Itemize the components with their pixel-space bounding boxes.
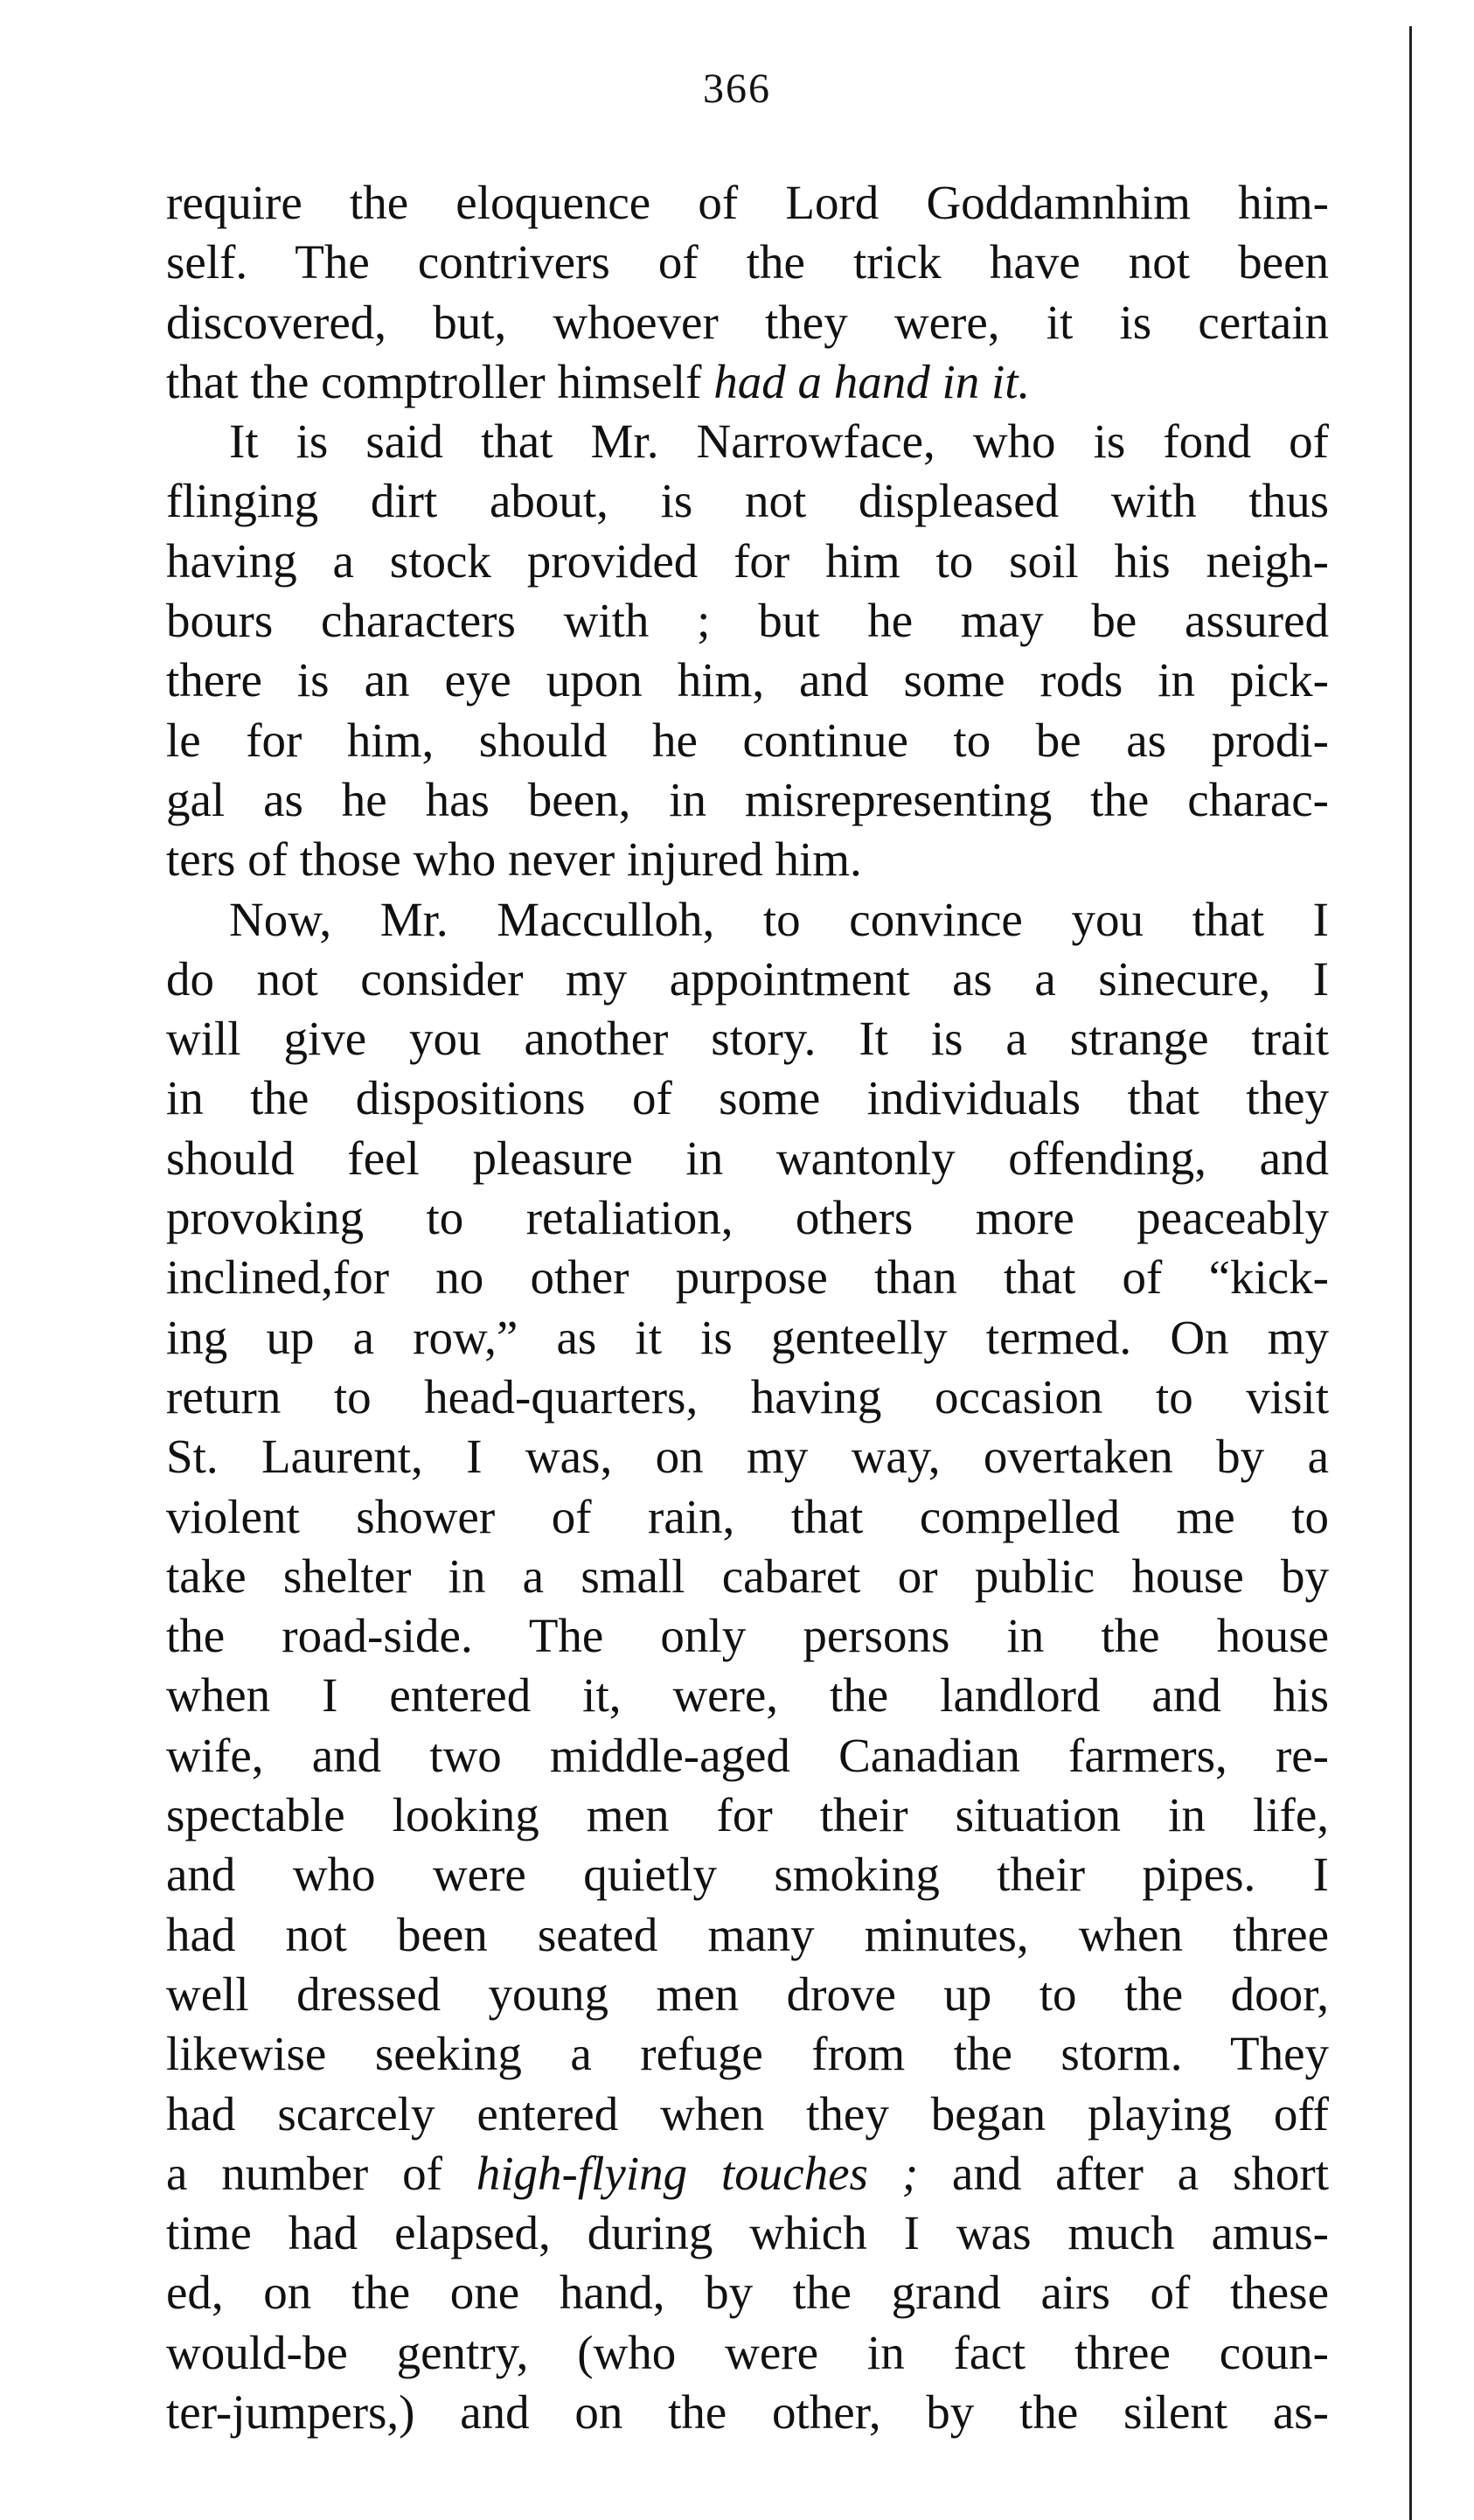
text-line: flinging dirt about, is not displeased with thus: [166, 474, 1329, 528]
italic-phrase: had a hand in it.: [713, 354, 1031, 408]
text-line: and who were quietly smoking their pipes. I: [166, 1848, 1329, 1902]
page-edge-rule: [1409, 26, 1412, 2520]
text-line: Now, Mr. Macculloh, to convince you that I: [229, 892, 1329, 946]
text-line: take shelter in a small cabaret or public house by: [166, 1549, 1329, 1603]
text-run: that the comptroller himself: [166, 354, 714, 408]
text-line: likewise seeking a refuge from the storm. They: [166, 2027, 1329, 2081]
text-line: le for him, should he continue to be as prodi-: [166, 713, 1329, 767]
text-line: ter-jumpers,) and on the other, by the silent as-: [166, 2384, 1329, 2439]
text-line: in the dispositions of some individuals that they: [166, 1071, 1329, 1125]
text-line: gal as he has been, in misrepresenting the charac-: [166, 772, 1329, 826]
text-line: well dressed young men drove up to the door,: [166, 1967, 1329, 2021]
text-run: and after a short: [918, 2146, 1329, 2200]
text-line: the road-side. The only persons in the house: [166, 1609, 1329, 1663]
text-line: provoking to retaliation, others more peaceably: [166, 1191, 1329, 1245]
text-line: would-be gentry, (who were in fact three coun-: [166, 2325, 1329, 2379]
text-line: violent shower of rain, that compelled me to: [166, 1489, 1329, 1543]
italic-phrase: high-flying touches ;: [476, 2146, 919, 2200]
text-line: ters of those who never injured him.: [166, 832, 862, 887]
text-line: had not been seated many minutes, when three: [166, 1907, 1329, 1961]
text-line: discovered, but, whoever they were, it is certain: [166, 295, 1329, 349]
text-line: do not consider my appointment as a sinecure, I: [166, 951, 1329, 1006]
page-body-text: [166, 173, 1329, 2442]
text-line: when I entered it, were, the landlord and his: [166, 1668, 1329, 1723]
text-line: [166, 2144, 1329, 2203]
text-line: return to head-quarters, having occasion to visit: [166, 1369, 1329, 1424]
text-line: there is an eye upon him, and some rods in pick-: [166, 653, 1329, 707]
text-line: [166, 352, 1329, 412]
text-run: a number of: [166, 2146, 476, 2200]
text-line: should feel pleasure in wantonly offending, and: [166, 1131, 1329, 1185]
text-line: require the eloquence of Lord Goddamnhim him-: [166, 176, 1329, 229]
text-line: had scarcely entered when they began playing off: [166, 2086, 1329, 2141]
text-line: St. Laurent, I was, on my way, overtaken by a: [166, 1430, 1329, 1484]
text-line: time had elapsed, during which I was much amus-: [166, 2206, 1329, 2260]
text-line: It is said that Mr. Narrowface, who is fond of: [229, 414, 1329, 469]
text-line: self. The contrivers of the trick have not been: [166, 235, 1329, 289]
page-number: 366: [703, 66, 771, 112]
text-line: having a stock provided for him to soil his neigh-: [166, 533, 1329, 588]
text-line: inclined,for no other purpose than that of “kick-: [166, 1250, 1329, 1305]
text-line: ing up a row,” as it is genteelly termed. On my: [166, 1310, 1329, 1364]
text-line: wife, and two middle-aged Canadian farmers, re-: [166, 1728, 1329, 1782]
text-line: bours characters with ; but he may be assured: [166, 594, 1329, 648]
text-line: will give you another story. It is a strange trait: [166, 1012, 1329, 1066]
text-line: ed, on the one hand, by the grand airs of these: [166, 2266, 1329, 2320]
text-line: spectable looking men for their situation in life,: [166, 1788, 1329, 1842]
